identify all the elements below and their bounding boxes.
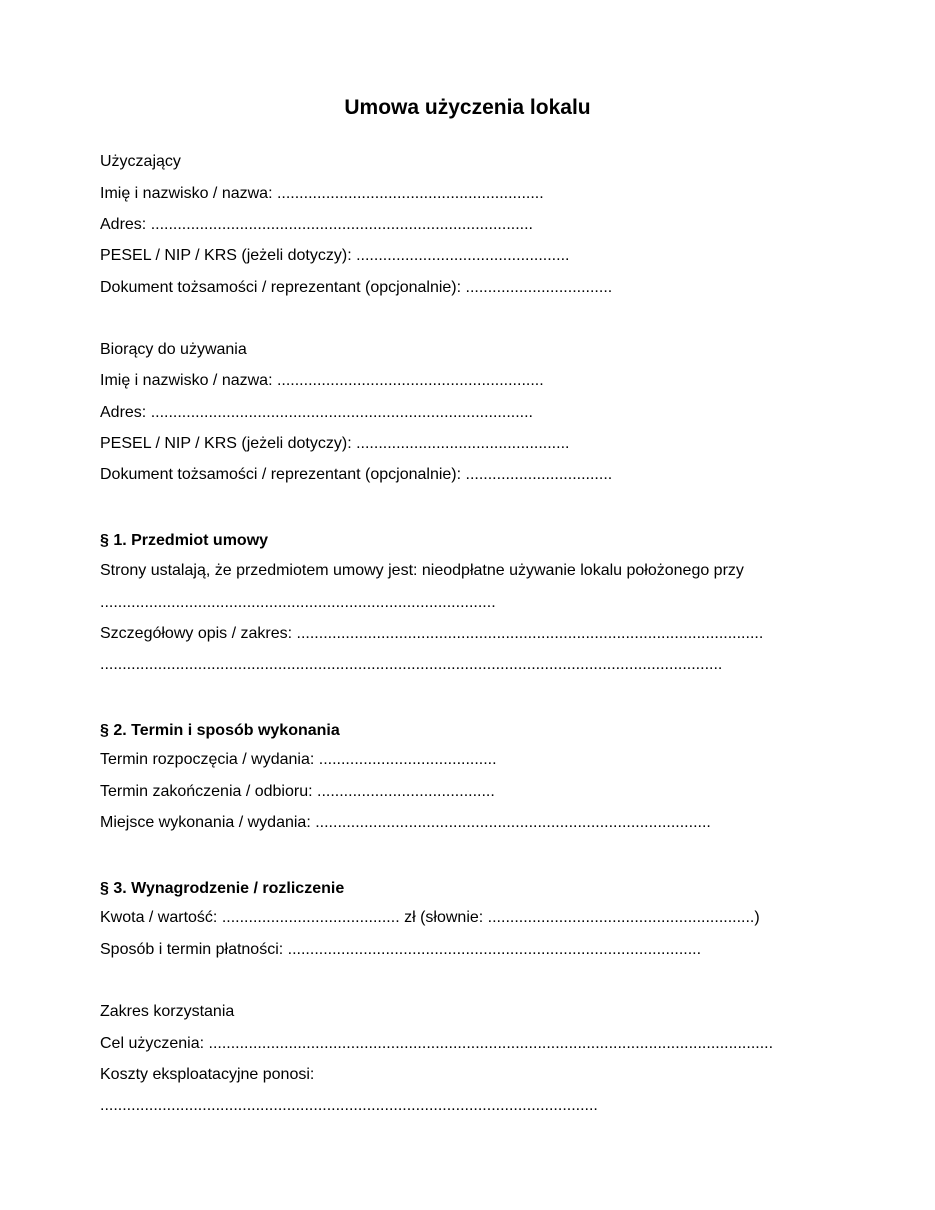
borrower-heading: Biorący do używania [100,341,247,358]
section3-amount-field: Kwota / wartość: ........................................ zł (słownie: ............................................................) [100,909,760,926]
lender-name-field: Imię i nazwisko / nazwa: ............................................................ [100,185,544,202]
lender-heading: Użyczający [100,153,181,170]
section3-payment-field: Sposób i termin płatności: ............................................................................................. [100,941,702,958]
section2-end-field: Termin zakończenia / odbioru: ........................................ [100,783,495,800]
lender-ids-field: PESEL / NIP / KRS (jeżeli dotyczy): ................................................ [100,247,570,264]
section2-heading: § 2. Termin i sposób wykonania [100,722,340,739]
usage-heading: Zakres korzystania [100,1003,235,1020]
section1-description-field: Szczegółowy opis / zakres: ......................................................................................................... [100,625,764,642]
section1-location-field: ......................................................................................... [100,594,496,611]
usage-costs-field: ................................................................................................................ [100,1097,598,1114]
borrower-address-field: Adres: ...................................................................................... [100,404,533,421]
borrower-document-field: Dokument tożsamości / reprezentant (opcjonalnie): ................................. [100,466,613,483]
section1-description-continuation: ............................................................................................................................................ [100,656,723,673]
document-title: Umowa użyczenia lokalu [344,96,591,119]
section3-heading: § 3. Wynagrodzenie / rozliczenie [100,880,345,897]
section1-heading: § 1. Przedmiot umowy [100,532,269,549]
section2-start-field: Termin rozpoczęcia / wydania: ........................................ [100,751,497,768]
borrower-ids-field: PESEL / NIP / KRS (jeżeli dotyczy): ................................................ [100,435,570,452]
section1-subject-text: Strony ustalają, że przedmiotem umowy jest: nieodpłatne używanie lokalu położonego przy [100,562,744,579]
usage-purpose-field: Cel użyczenia: ............................................................................................................................... [100,1035,774,1052]
section2-place-field: Miejsce wykonania / wydania: ......................................................................................... [100,814,711,831]
lender-address-field: Adres: ...................................................................................... [100,216,533,233]
usage-costs-label: Koszty eksploatacyjne ponosi: [100,1066,315,1083]
lender-document-field: Dokument tożsamości / reprezentant (opcjonalnie): ................................. [100,279,613,296]
borrower-name-field: Imię i nazwisko / nazwa: ............................................................ [100,372,544,389]
